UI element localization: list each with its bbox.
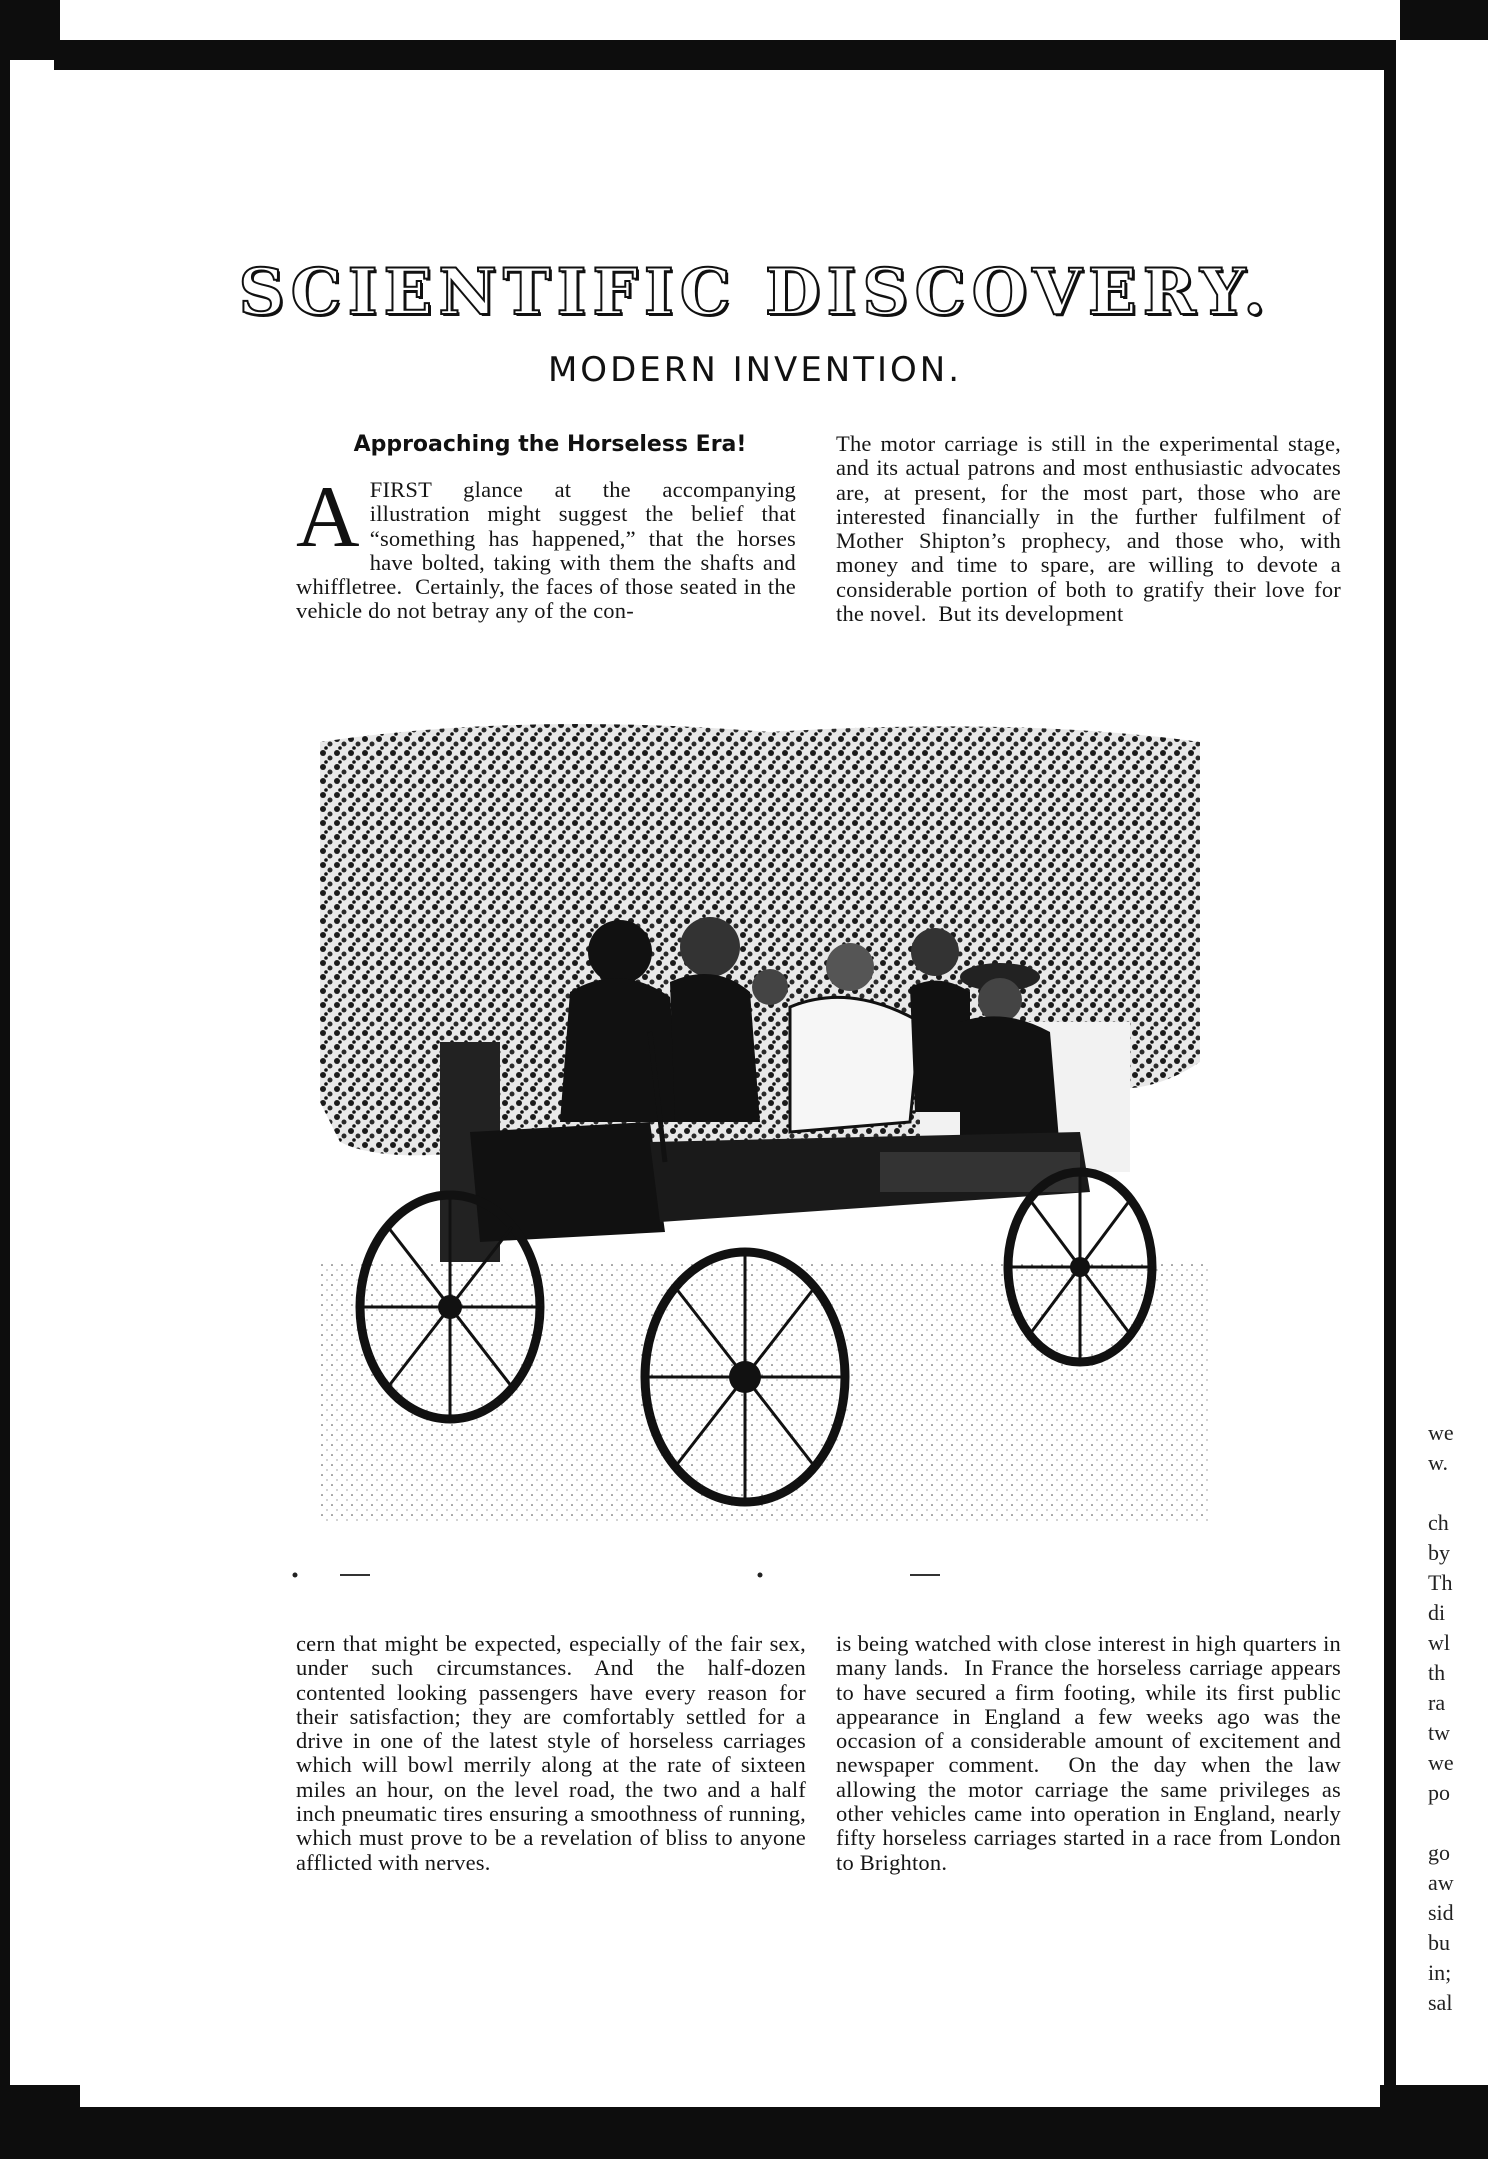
bleed-fragment: w. xyxy=(1428,1450,1448,1475)
scan-edge-top xyxy=(60,0,1400,40)
bleed-fragment: sid xyxy=(1428,1900,1454,1925)
bleed-fragment: po xyxy=(1428,1780,1450,1805)
column-left-top-text: FIRST glance at the accompanying illustration might suggest the belief that “something has happened,” that the horses have bolted, taking with them the shafts and whiffletree. Certainly, the faces of those seated in the vehicle do not betray any of the con- xyxy=(296,477,796,624)
bleed-fragment: we xyxy=(1428,1420,1454,1445)
page-title: SCIENTIFIC DISCOVERY. xyxy=(238,255,1272,330)
bleed-fragment: in; xyxy=(1428,1960,1452,1985)
scan-edge-left xyxy=(10,60,54,2120)
bleed-fragment: aw xyxy=(1428,1870,1454,1895)
page-subtitle: MODERN INVENTION. xyxy=(547,350,963,390)
horseless-carriage-illustration xyxy=(320,722,1210,1522)
bleed-fragment: by xyxy=(1428,1540,1450,1565)
column-left-bottom: cern that might be expected, especially of the fair sex, under such circumstances. And the half-dozen contented looking passengers have every reason for their satisfaction; they are comfortably settled for a drive in one of the latest style of horseless carriages which will bowl merrily along at the rate of sixteen miles an hour, on the level road, the two and a half inch pneumatic tires ensuring a smoothness of running, which must prove to be a revelation of bliss to anyone afflicted with nerves. xyxy=(296,1631,806,1875)
bleed-fragment: th xyxy=(1428,1660,1446,1685)
column-left-top xyxy=(296,469,796,624)
drop-cap: A xyxy=(296,469,360,566)
bleed-fragment: sal xyxy=(1428,1990,1453,2015)
column-right-bottom: is being watched with close interest in high quarters in many lands. In France the horseless carriage appears to have secured a firm footing, while its first public appearance in England a few weeks ago was the occasion of a considerable amount of excitement and newspaper comment. On the day when the law allowing the motor carriage the same privileges as other vehicles came into operation in England, nearly fifty horseless carriages started in a race from London to Brighton. xyxy=(836,1631,1341,1875)
figure-rule-marks xyxy=(290,1570,1290,1580)
bleed-fragment: Th xyxy=(1428,1570,1453,1595)
article-heading: Approaching the Horseless Era! xyxy=(353,432,747,457)
bleed-fragment: ra xyxy=(1428,1690,1446,1715)
bleed-fragment: go xyxy=(1428,1840,1450,1865)
bleed-fragment: we xyxy=(1428,1750,1454,1775)
bleed-fragment: di xyxy=(1428,1600,1446,1625)
bleed-fragment xyxy=(1428,1808,1484,1838)
bleed-fragment xyxy=(1428,1478,1484,1508)
bleed-fragment: tw xyxy=(1428,1720,1450,1745)
scan-edge-bottom xyxy=(80,2085,1380,2107)
bleed-fragment: bu xyxy=(1428,1930,1450,1955)
carriage-photo xyxy=(320,722,1210,1522)
adjacent-page-bleed-text xyxy=(1428,1418,1484,2018)
bleed-fragment: wl xyxy=(1428,1630,1450,1655)
column-right-top: The motor carriage is still in the experimental stage, and its actual patrons and most enthusiastic advocates are, at present, for the most part, those who are interested financially in the further fulfilment of Mother Shipton’s prophecy, and those who, with money and time to spare, are willing to devote a considerable portion of both to gratify their love for the novel. But its development xyxy=(836,431,1341,627)
bleed-fragment: ch xyxy=(1428,1510,1449,1535)
